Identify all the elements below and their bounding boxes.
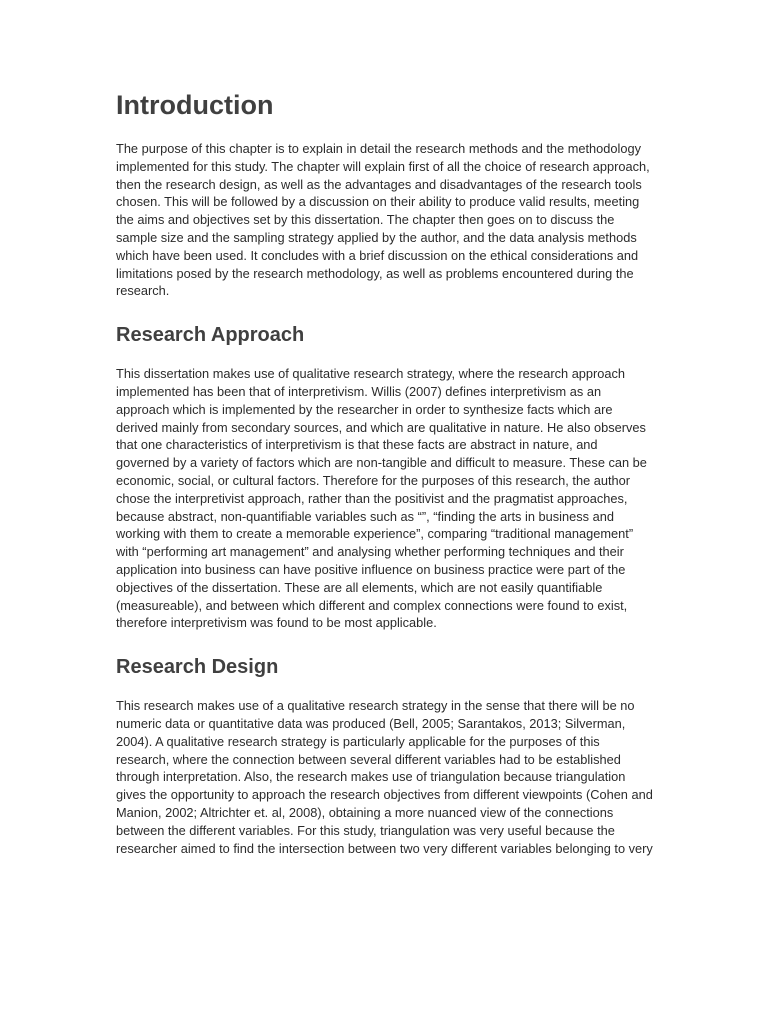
document-page [116, 88, 654, 857]
paragraph-research-design: This research makes use of a qualitative research strategy in the sense that there will be no numeric data or quantitative data was produced (Bell, 2005; Sarantakos, 2013; Silverman, 2004). A qualitative research strategy is particularly applicable for the purposes of this research, where the connection between several different variables had to be established through interpretation. Also, the research makes use of triangulation because triangulation gives the opportunity to approach the research objectives from different viewpoints (Cohen and Manion, 2002; Altrichter et. al, 2008), obtaining a more nuanced view of the connections between the different variables. For this study, triangulation was very useful because the researcher aimed to find the intersection between two very different variables belonging to very [116, 698, 653, 856]
paragraph-introduction: The purpose of this chapter is to explain in detail the research methods and the methodology implemented for this study. The chapter will explain first of all the choice of research approach, then the research design, as well as the advantages and disadvantages of the research tools chosen. This will be followed by a discussion on their ability to produce valid results, meeting the aims and objectives set by this dissertation. The chapter then goes on to discuss the sample size and the sampling strategy applied by the author, and the data analysis methods which have been used. It concludes with a brief discussion on the ethical considerations and limitations posed by the research methodology, as well as problems encountered during the research. [116, 141, 650, 299]
heading-research-approach: Research Approach [116, 324, 305, 347]
paragraph-research-approach: This dissertation makes use of qualitative research strategy, where the research approach implemented has been that of interpretivism. Willis (2007) defines interpretivism as an approach which is implemented by the researcher in order to synthesize facts which are derived mainly from secondary sources, and which are qualitative in nature. He also observes that one characteristics of interpretivism is that these facts are abstract in nature, and governed by a variety of factors which are non-tangible and difficult to measure. These can be economic, social, or cultural factors. Therefore for the purposes of this research, the author chose the interpretivist approach, rather than the positivist and the pragmatist approaches, because abstract, non-quantifiable variables such as “”, “finding the arts in business and working with them to create a memorable experience”, comparing “traditional management” with “performing art management” and analysing whether performing techniques and their application into business can have positive influence on business practice were part of the objectives of the dissertation. These are all elements, which are not easily quantifiable (measureable), and between which different and complex connections were found to exist, therefore interpretivism was found to be most applicable. [116, 366, 647, 631]
heading-introduction: Introduction [116, 90, 274, 120]
heading-research-design: Research Design [116, 656, 279, 679]
